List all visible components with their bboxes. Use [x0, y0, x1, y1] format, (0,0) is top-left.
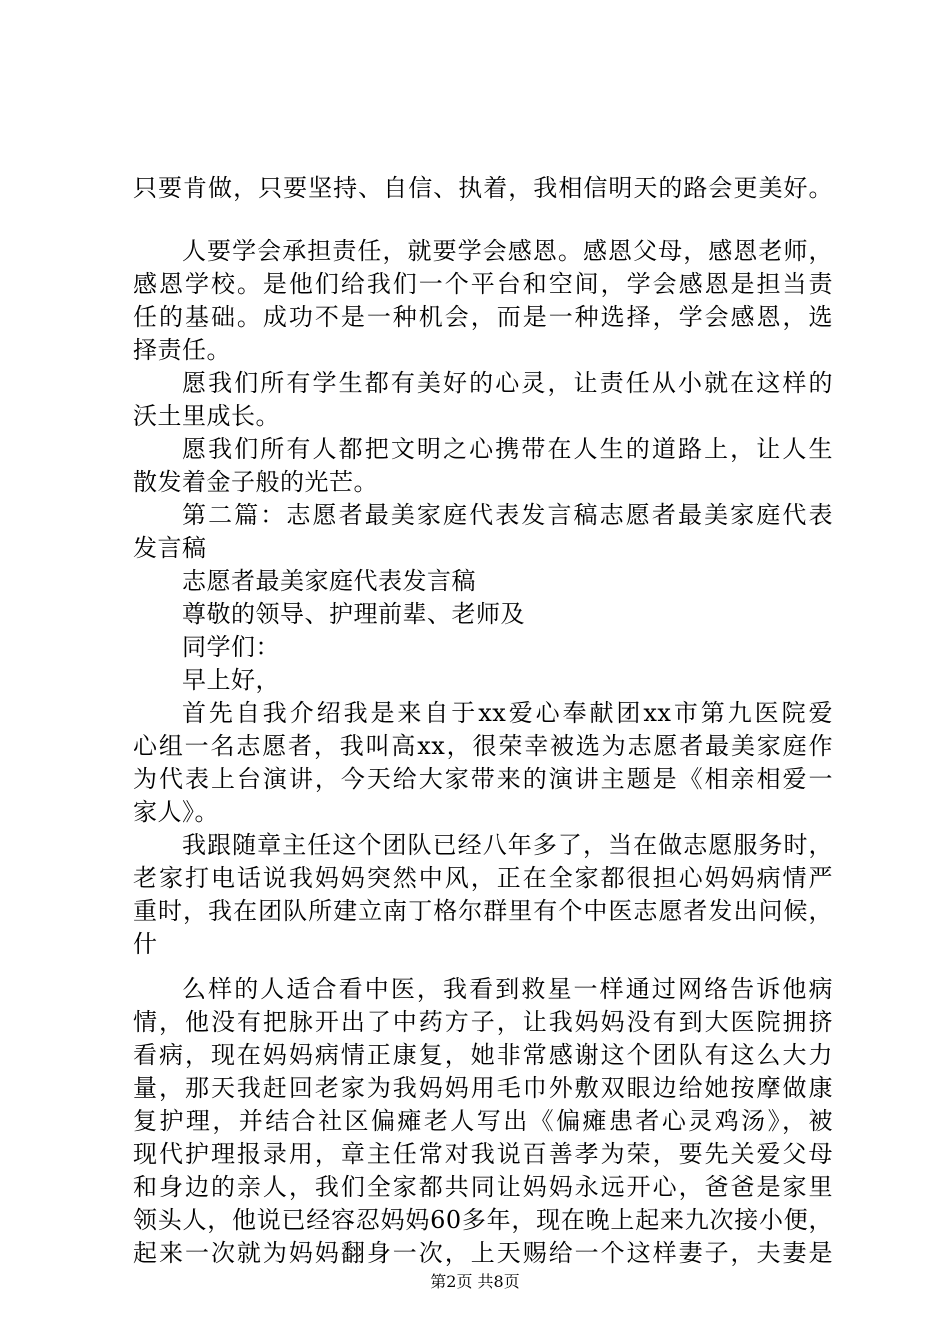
text-line: 和身边的亲人，我们全家都共同让妈妈永远开心，爸爸是家里 — [133, 1173, 833, 1201]
text-line: 量，那天我赶回老家为我妈妈用毛巾外敷双眼边给她按摩做康 — [133, 1074, 833, 1102]
text-line: 家人》。 — [133, 798, 219, 826]
text-line: 我跟随章主任这个团队已经八年多了，当在做志愿服务时， — [182, 831, 833, 859]
text-line: 起来一次就为妈妈翻身一次，上天赐给一个这样妻子，夫妻是 — [133, 1239, 833, 1267]
text-line: 散发着金子般的光芒。 — [133, 468, 378, 496]
text-line: 现代护理报录用，章主任常对我说百善孝为荣，要先关爱父母 — [133, 1140, 833, 1168]
text-line: 早上好， — [182, 666, 280, 694]
text-line: 任的基础。成功不是一种机会，而是一种选择，学会感恩，选 — [133, 303, 833, 331]
page-footer: 第2页 共8页 — [430, 1272, 520, 1291]
text-line: 尊敬的领导、护理前辈、老师及 — [182, 600, 525, 628]
text-line: 感恩学校。是他们给我们一个平台和空间，学会感恩是担当责 — [133, 270, 833, 298]
text-line: 为代表上台演讲，今天给大家带来的演讲主题是《相亲相爱一 — [133, 765, 833, 793]
text-line: 志愿者最美家庭代表发言稿 — [182, 567, 476, 595]
text-line: 第二篇：志愿者最美家庭代表发言稿志愿者最美家庭代表 — [182, 501, 833, 529]
text-line: 老家打电话说我妈妈突然中风，正在全家都很担心妈妈病情严 — [133, 864, 833, 892]
text-line: 领头人，他说已经容忍妈妈60多年，现在晚上起来九次接小便， — [133, 1206, 833, 1234]
text-line: 心组一名志愿者，我叫高xx，很荣幸被选为志愿者最美家庭作 — [133, 732, 833, 760]
text-line: 复护理，并结合社区偏瘫老人写出《偏瘫患者心灵鸡汤》，被 — [133, 1107, 833, 1135]
text-line: 重时，我在团队所建立南丁格尔群里有个中医志愿者发出问候， — [133, 897, 833, 925]
text-line: 看病，现在妈妈病情正康复，她非常感谢这个团队有这么大力 — [133, 1041, 833, 1069]
text-line: 愿我们所有人都把文明之心携带在人生的道路上，让人生 — [182, 435, 833, 463]
text-line: 首先自我介绍我是来自于xx爱心奉献团xx市第九医院爱 — [182, 699, 833, 727]
text-line: 人要学会承担责任，就要学会感恩。感恩父母，感恩老师， — [182, 237, 833, 265]
text-line: 择责任。 — [133, 336, 231, 364]
text-line: 只要肯做，只要坚持、自信、执着，我相信明天的路会更美好。 — [133, 174, 833, 202]
text-line: 沃土里成长。 — [133, 402, 280, 430]
text-line: 么样的人适合看中医，我看到救星一样通过网络告诉他病 — [182, 975, 833, 1003]
text-line: 发言稿 — [133, 534, 207, 562]
text-line: 愿我们所有学生都有美好的心灵，让责任从小就在这样的 — [182, 369, 833, 397]
text-line: 同学们： — [182, 633, 280, 661]
text-line: 情，他没有把脉开出了中药方子，让我妈妈没有到大医院拥挤 — [133, 1008, 833, 1036]
text-line: 什 — [133, 930, 158, 958]
